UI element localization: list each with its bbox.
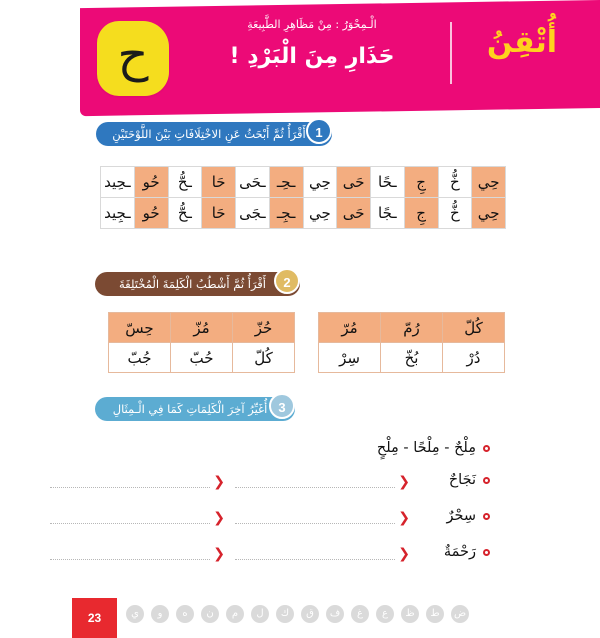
letter-grid-cell[interactable]: حَا — [202, 198, 236, 229]
chevron-left-icon: ❮ — [398, 474, 410, 490]
alphabet-chip[interactable]: ظ — [401, 605, 419, 623]
exercise-2-section — [0, 268, 600, 302]
alphabet-chip[interactable]: م — [226, 605, 244, 623]
letter-grid-row — [101, 167, 506, 198]
chevron-left-icon: ❮ — [213, 474, 225, 490]
exercise-3-word: نَجَاحٌ — [449, 472, 490, 488]
word-cell[interactable]: حِسّ — [109, 313, 171, 343]
answer-blank-line[interactable] — [235, 559, 395, 560]
letter-grid-cell[interactable]: ـحُّ — [168, 198, 202, 229]
exercise-2-tables — [0, 312, 600, 374]
word-cell[interactable]: مُرّ — [319, 313, 381, 343]
word-cell[interactable]: كُلّ — [233, 343, 295, 373]
letter-badge-glyph: ح — [117, 26, 149, 83]
letter-grid-cell[interactable]: ـجِـ — [269, 198, 303, 229]
letter-grid-cell[interactable]: ـحُّ — [168, 167, 202, 198]
word-cell[interactable]: سِرْ — [319, 343, 381, 373]
bullet-icon — [483, 549, 490, 556]
letter-grid-cell[interactable]: ـجَى — [236, 198, 270, 229]
exercise-1-number: 1 — [306, 118, 332, 144]
letter-grid-cell[interactable]: حِي — [472, 167, 506, 198]
alphabet-chip[interactable]: ض — [451, 605, 469, 623]
letter-grid-cell[interactable]: ـجًا — [371, 198, 405, 229]
lesson-title: حَذَارِ مِنَ الْبَرْدِ ! — [229, 44, 395, 69]
letter-badge — [97, 21, 169, 96]
letter-grid-cell[interactable]: حُو — [134, 167, 168, 198]
exercise-2-number: 2 — [274, 268, 300, 294]
letter-grid-row — [101, 198, 506, 229]
alphabet-chip[interactable]: ع — [376, 605, 394, 623]
alphabet-chip[interactable]: ن — [201, 605, 219, 623]
exercise-3-section — [0, 393, 600, 427]
exercise-2-heading — [0, 268, 600, 302]
exercise-3-row — [0, 542, 600, 578]
exercise-3-word: رَحْمَةٌ — [444, 544, 490, 560]
alphabet-chip[interactable]: غ — [351, 605, 369, 623]
word-row — [109, 343, 295, 373]
exercise-1-instruction: أَقْرَأُ ثُمَّ أَبْحَثُ عَنِ الاخْتِلَافَاتِ بَيْنَ اللَّوْحَتَيْنِ — [96, 122, 332, 146]
alphabet-chip[interactable]: و — [151, 605, 169, 623]
alphabet-strip — [126, 605, 469, 623]
axis-label: الْـمِحْوَرُ : مِنْ مَظَاهِرِ الطَّبِيعَةِ — [247, 18, 377, 31]
word-cell[interactable]: جُبّ — [109, 343, 171, 373]
answer-blank-line[interactable] — [50, 487, 210, 488]
word-cell[interactable]: رُمّ — [381, 313, 443, 343]
bullet-icon — [483, 477, 490, 484]
alphabet-chip[interactable]: ط — [426, 605, 444, 623]
exercise-3-number: 3 — [269, 393, 295, 419]
letter-grid-cell[interactable]: حِي — [472, 198, 506, 229]
alphabet-chip[interactable]: ه — [176, 605, 194, 623]
word-table-right[interactable] — [318, 312, 505, 373]
word-row — [319, 313, 505, 343]
exercise-3-word: سِحْرٌ — [446, 508, 490, 524]
letter-grid-cell[interactable]: جِ — [404, 198, 438, 229]
chevron-left-icon: ❮ — [213, 546, 225, 562]
letter-grid-cell[interactable]: ـحَى — [236, 167, 270, 198]
exercise-3-row — [0, 506, 600, 542]
exercise-3-example — [377, 440, 490, 456]
bullet-icon — [483, 513, 490, 520]
alphabet-chip[interactable]: ي — [126, 605, 144, 623]
exercise-3-heading — [0, 393, 600, 427]
exercise-2-instruction: أَقْرَأُ ثُمَّ أَشْطُبُ الْكَلِمَةَ الْمُخْتَلِفَةَ — [95, 272, 300, 296]
chevron-left-icon: ❮ — [398, 546, 410, 562]
page-footer — [0, 598, 600, 638]
alphabet-chip[interactable]: ك — [276, 605, 294, 623]
exercise-3-instruction: أُغَيِّرُ آخِرَ الْكَلِمَاتِ كَمَا فِي الْـمِثَالِ — [95, 397, 295, 421]
bullet-icon — [483, 445, 490, 452]
letter-grid-cell[interactable]: ـجِيد — [101, 198, 135, 229]
word-cell[interactable]: حُزّ — [233, 313, 295, 343]
word-row — [109, 313, 295, 343]
letter-grid-cell[interactable]: خُّ — [438, 167, 472, 198]
letter-grid-cell[interactable]: ـحِـ — [269, 167, 303, 198]
answer-blank-line[interactable] — [235, 523, 395, 524]
letter-grid-cell[interactable]: حِي — [303, 198, 337, 229]
letter-grid-cell[interactable]: ـحِيد — [101, 167, 135, 198]
word-cell[interactable]: بُخّ — [381, 343, 443, 373]
letter-grid-cell[interactable]: حَى — [337, 167, 371, 198]
word-cell[interactable]: حُبّ — [171, 343, 233, 373]
exercise-1-section — [0, 118, 600, 152]
page-number: 23 — [72, 598, 117, 638]
letter-grid-cell[interactable]: حِي — [303, 167, 337, 198]
letter-grid-cell[interactable]: جِ — [404, 167, 438, 198]
letter-grid-cell[interactable]: حَا — [202, 167, 236, 198]
letter-grid-table — [100, 166, 506, 229]
page-header — [0, 0, 600, 112]
word-cell[interactable]: مُزّ — [171, 313, 233, 343]
letter-grid-cell[interactable]: حَى — [337, 198, 371, 229]
exercise-3-row — [0, 470, 600, 506]
alphabet-chip[interactable]: ق — [301, 605, 319, 623]
answer-blank-line[interactable] — [50, 523, 210, 524]
chevron-left-icon: ❮ — [213, 510, 225, 526]
exercise-1-heading — [0, 118, 600, 152]
letter-grid-cell[interactable]: حُو — [134, 198, 168, 229]
alphabet-chip[interactable]: ل — [251, 605, 269, 623]
answer-blank-line[interactable] — [235, 487, 395, 488]
word-cell[interactable]: كُلّ — [443, 313, 505, 343]
alphabet-chip[interactable]: ف — [326, 605, 344, 623]
letter-grid-cell[interactable]: خُّ — [438, 198, 472, 229]
exercise-3-example-text: مِلْحٌ - مِلْحًا - مِلْحٍ — [376, 440, 476, 456]
chevron-left-icon: ❮ — [398, 510, 410, 526]
word-cell[interactable]: دُرْ — [443, 343, 505, 373]
header-divider — [450, 22, 452, 84]
word-row — [319, 343, 505, 373]
page-title: أُتْقِنُ — [486, 25, 558, 60]
letter-grid-cell[interactable]: ـحًا — [371, 167, 405, 198]
answer-blank-line[interactable] — [50, 559, 210, 560]
word-table-left[interactable] — [108, 312, 295, 373]
